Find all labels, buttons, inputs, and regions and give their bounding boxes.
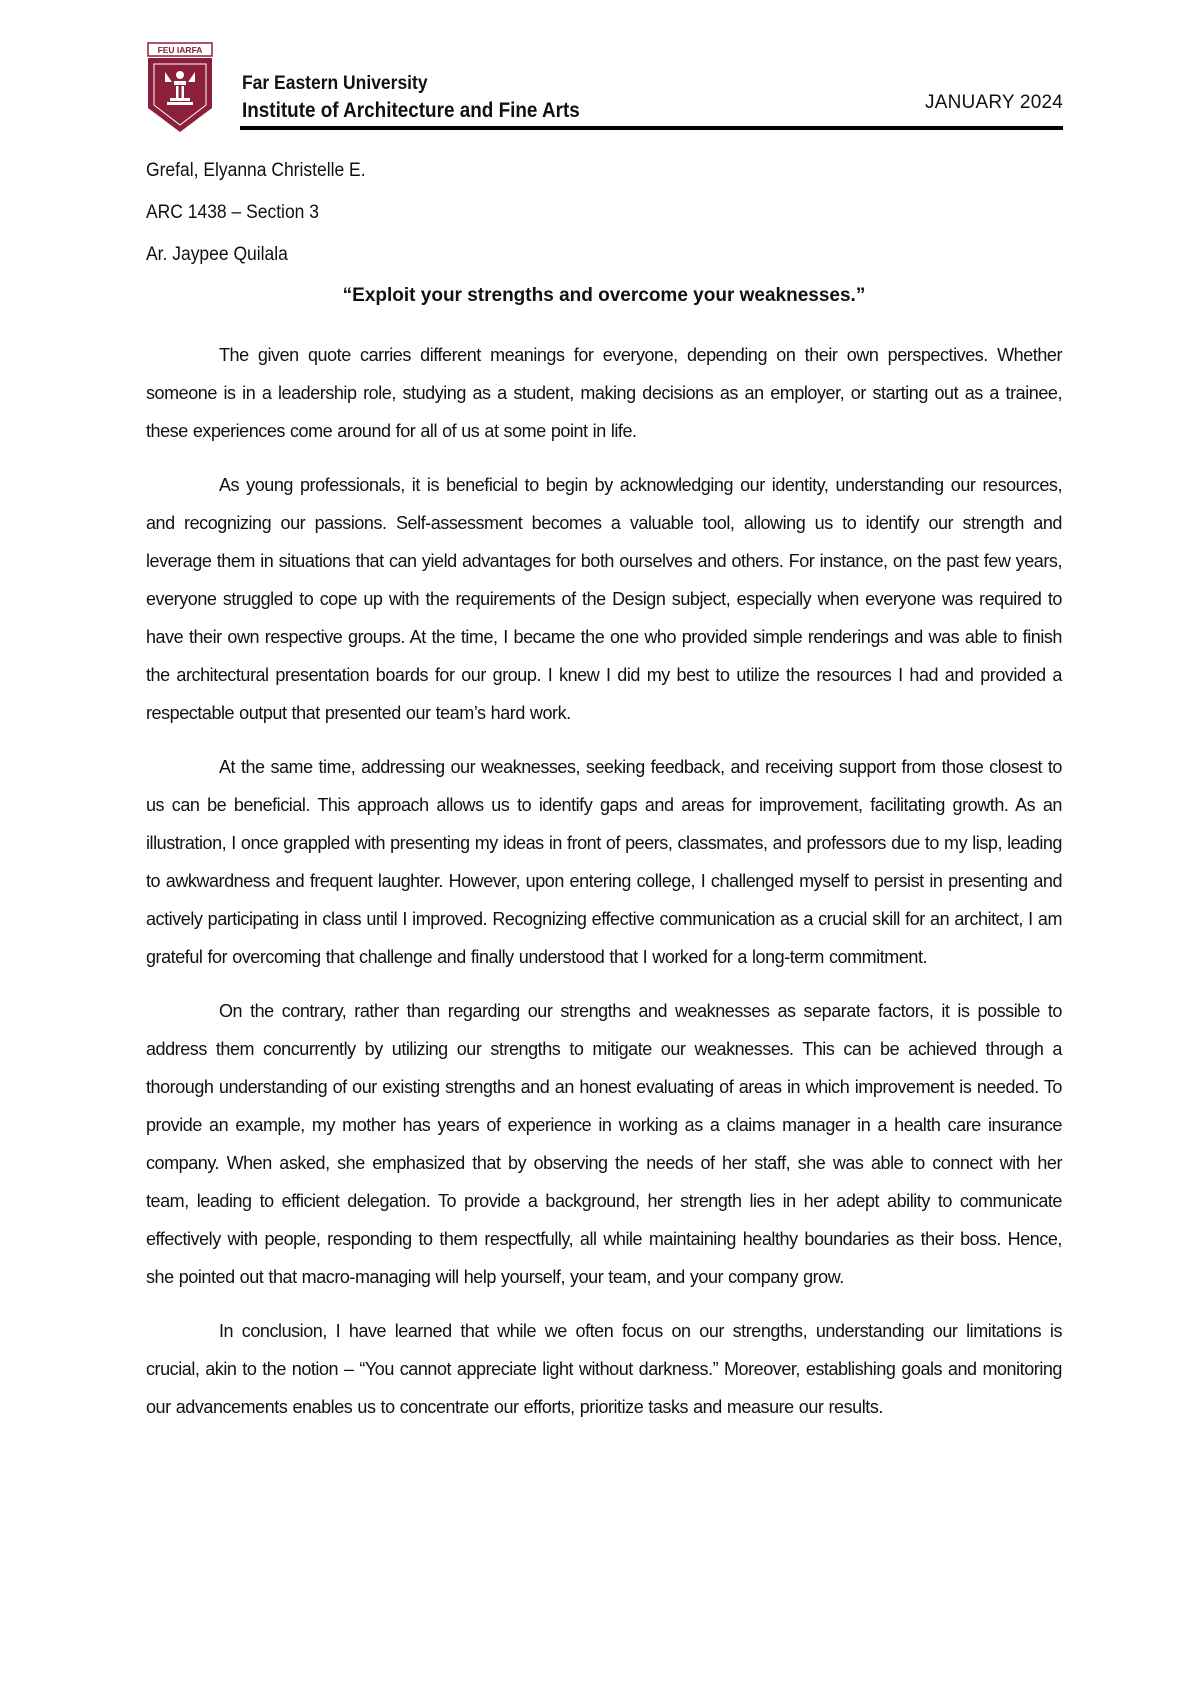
paragraph: In conclusion, I have learned that while we often focus on our strengths, understanding our limitations is crucial, akin to the notion – “You cannot appreciate light without darkness.” Moreover, establishing goals and monitoring our advancements enables us to concentrate our efforts, prioritize tasks and measure our results. — [146, 1321, 1062, 1417]
essay-title: “Exploit your strengths and overcome your weaknesses.” — [342, 285, 866, 306]
letterhead — [147, 38, 1063, 132]
logo-label: FEU IARFA — [157, 45, 203, 55]
paragraph: The given quote carries different meanings for everyone, depending on their own perspectives. Whether someone is in a leadership role, studying as a student, making decisions as an employer, or starting out as a trainee, these experiences come around for all of us at some point in life. — [146, 345, 1062, 441]
course-section: ARC 1438 – Section 3 — [146, 202, 319, 223]
essay-body — [146, 336, 1062, 1442]
paragraph: On the contrary, rather than regarding our strengths and weaknesses as separate factors, it is possible to address them concurrently by utilizing our strengths to mitigate our weaknesses. This can be achieved through a thorough understanding of our existing strengths and an honest evaluating of areas in which improvement is needed. To provide an example, my mother has years of experience in working as a claims manager in a health care insurance company. When asked, she emphasized that by observing the needs of her staff, she was able to connect with her team, leading to efficient delegation. To provide a background, her strength lies in her adept ability to communicate effectively with people, responding to them respectfully, all while maintaining healthy boundaries as their boss. Hence, she pointed out that macro-managing will help yourself, your team, and your company grow. — [146, 1001, 1062, 1287]
paragraph: At the same time, addressing our weaknesses, seeking feedback, and receiving support from those closest to us can be beneficial. This approach allows us to identify gaps and areas for improvement, facilitating growth. As an illustration, I once grappled with presenting my ideas in front of peers, classmates, and professors due to my lisp, leading to awkwardness and frequent laughter. However, upon entering college, I challenged myself to persist in presenting and actively participating in class until I improved. Recognizing effective communication as a crucial skill for an architect, I am grateful for overcoming that challenge and finally understood that I worked for a long-term commitment. — [146, 757, 1062, 967]
author-details — [146, 156, 385, 282]
student-name: Grefal, Elyanna Christelle E. — [146, 160, 366, 181]
institute-name: Institute of Architecture and Fine Arts — [242, 99, 580, 122]
paragraph: As young professionals, it is beneficial to begin by acknowledging our identity, understanding our resources, and recognizing our passions. Self-assessment becomes a valuable tool, allowing us to identify our strength and leverage them in situations that can yield advantages for both ourselves and others. For instance, on the past few years, everyone struggled to cope up with the requirements of the Design subject, especially when everyone was required to have their own respective groups. At the time, I became the one who provided simple renderings and was able to finish the architectural presentation boards for our group. I knew I did my best to utilize the resources I had and provided a respectable output that presented our team’s hard work. — [146, 475, 1062, 723]
university-name: Far Eastern University — [242, 73, 428, 94]
instructor-name: Ar. Jaypee Quilala — [146, 244, 288, 265]
school-name-block — [242, 70, 617, 124]
header-rule — [240, 126, 1063, 130]
feu-iarfa-logo — [147, 42, 213, 134]
document-date: JANUARY 2024 — [925, 92, 1063, 113]
